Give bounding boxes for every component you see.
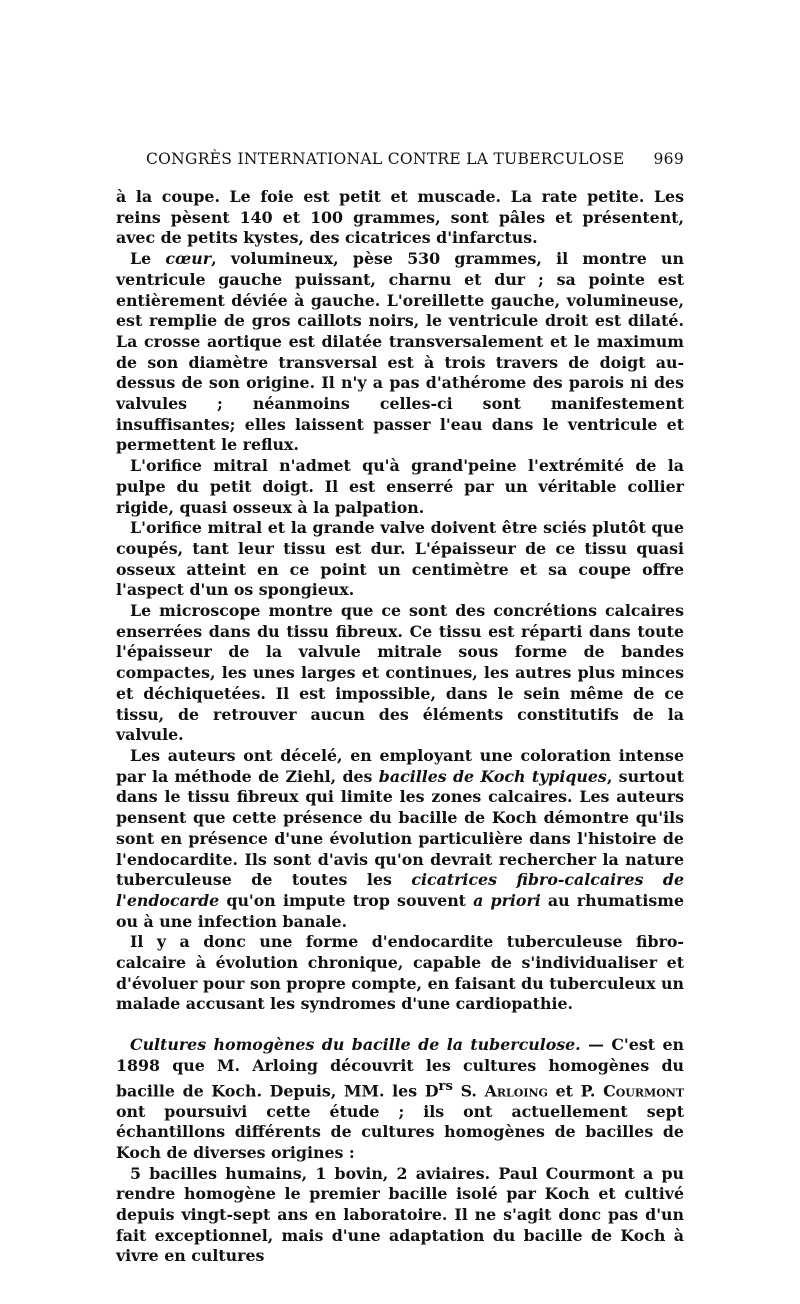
paragraph-heart: Le cœur, volumineux, pèse 530 grammes, il montre un ventricule gauche puissant, charnu et dur ; sa pointe est entièrement déviée à gauche. L'oreillette gauche, volumineuse, est remplie de gros caillots noirs, le ventricule droit est dilaté. La crosse aortique est dilatée transversalement et le maximum de son diamètre transversal est à trois travers de doigt au-dessus de son origine. Il n'y a pas d'athérome des parois ni des valvules ; néanmoins celles-ci sont manifestement insuffisantes; elles laissent passer l'eau dans le ventricule et permettent le reflux.	[116, 249, 684, 455]
paragraph-liver-kidneys: à la coupe. Le foie est petit et muscade. La rate petite. Les reins pèsent 140 et 100 grammes, sont pâles et présentent, avec de petits kystes, des cicatrices d'infarctus.	[116, 187, 684, 248]
running-header	[146, 150, 684, 170]
paragraph-homogeneous-cultures: Cultures homogènes du bacille de la tuberculose. — C'est en 1898 que M. Arloing découvrit les cultures homogènes du bacille de Koch. Depuis, MM. les $D^{rs}$ S. Arloing et P. Courmont ont poursuivi cette étude ; ils ont actuellement sept échantillons différents de cultures homogènes de bacilles de Koch de diverses origines :	[116, 1035, 685, 1162]
running-title: CONGRÈS INTERNATIONAL CONTRE LA TUBERCULOSE	[146, 150, 625, 168]
paragraph-bacilli-samples: 5 bacilles humains, 1 bovin, 2 aviaires. Paul Courmont a pu rendre homogène le premier bacille isolé par Koch et cultivé depuis vingt-sept ans en laboratoire. Il ne s'agit donc pas d'un fait exceptionnel, mais d'une adaptation du bacille de Koch à vivre en cultures	[116, 1163, 684, 1266]
paragraph-mitral-valve: L'orifice mitral et la grande valve doivent être sciés plutôt que coupés, tant leur tissu est dur. L'épaisseur de ce tissu quasi osseux atteint en ce point un centimètre et sa coupe offre l'aspect d'un os spongieux.	[116, 518, 684, 600]
paragraph-endocarditis: Il y a donc une forme d'endocardite tuberculeuse fibro-calcaire à évolution chronique, capable de s'individualiser et d'évoluer pour son propre compte, en faisant du tuberculeux un malade accusant les syndromes d'une cardiopathie.	[116, 932, 684, 1014]
paragraph-ziehl-method: Les auteurs ont décelé, en employant une coloration intense par la méthode de Ziehl, des bacilles de Koch typiques, surtout dans le tissu fibreux qui limite les zones calcaires. Les auteurs pensent que cette présence du bacille de Koch démontre qu'ils sont en présence d'une évolution particulière dans l'histoire de l'endocardite. Ils sont d'avis qu'on devrait rechercher la nature tuberculeuse de toutes les cicatrices fibro-calcaires de l'endocarde qu'on impute trop souvent a priori au rhumatisme ou à une infection banale.	[116, 745, 685, 931]
body-text	[116, 187, 684, 1267]
section-gap	[116, 1015, 684, 1035]
page-number: 969	[653, 150, 684, 168]
paragraph-mitral-orifice: L'orifice mitral n'admet qu'à grand'peine l'extrémité de la pulpe du petit doigt. Il est enserré par un véritable collier rigide, quasi osseux à la palpation.	[116, 456, 684, 517]
section-heading: Cultures homogènes du bacille de la tuberculose.	[130, 1035, 581, 1055]
paragraph-microscope: Le microscope montre que ce sont des concrétions calcaires enserrées dans du tissu fibreux. Ce tissu est réparti dans toute l'épaisseur de la valvule mitrale sous forme de bandes compactes, les unes larges et continues, les autres plus minces et déchiquetées. Il est impossible, dans le sein même de ce tissu, de retrouver aucun des éléments constitutifs de la valvule.	[116, 601, 684, 745]
